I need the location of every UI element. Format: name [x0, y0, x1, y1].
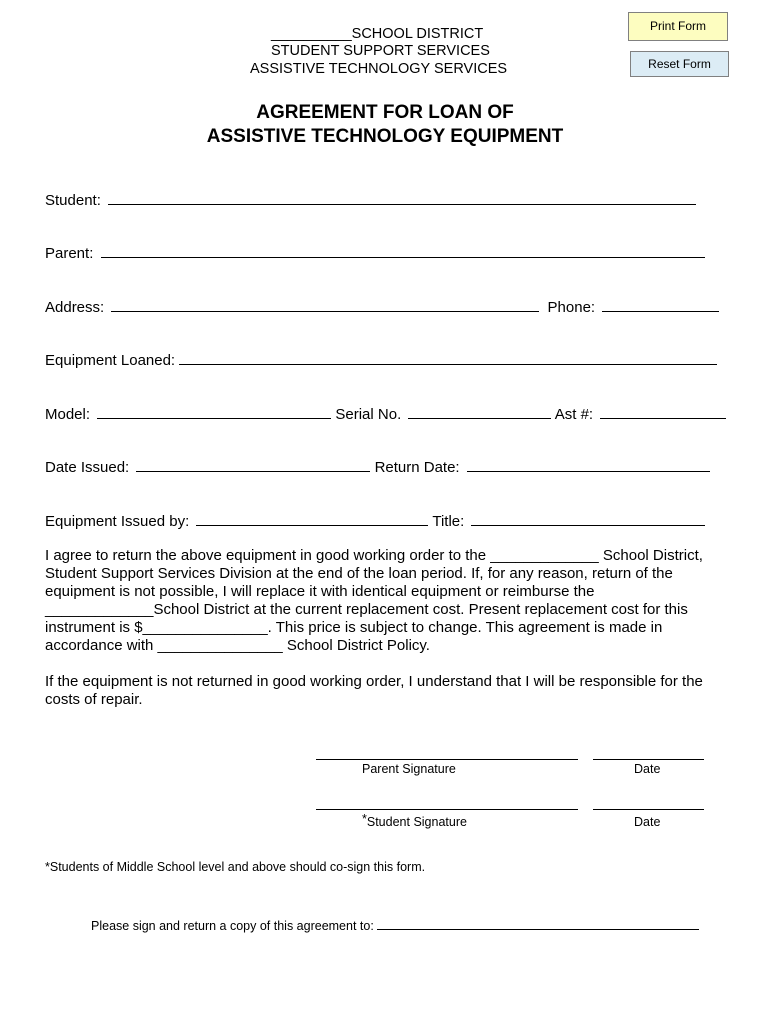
serial-field[interactable] [408, 404, 551, 419]
address-field[interactable] [111, 297, 539, 312]
equipment-field[interactable] [179, 350, 717, 365]
model-label: Model: [45, 406, 91, 423]
repair-line: costs of repair. [45, 691, 143, 708]
header-student-support: STUDENT SUPPORT SERVICES [271, 43, 490, 59]
phone-field[interactable] [602, 297, 719, 312]
print-form-button[interactable]: Print Form [628, 12, 728, 41]
reset-form-button[interactable]: Reset Form [630, 51, 729, 77]
equipment-label: Equipment Loaned: [45, 352, 176, 369]
model-field[interactable] [97, 404, 331, 419]
dates-row [45, 457, 710, 478]
title-label: Title: [432, 513, 465, 530]
student-label: Student: [45, 192, 101, 209]
parent-signature-line[interactable] [316, 759, 578, 760]
agreement-line: Student Support Services Division at the end of the loan period. If, for any reason, return of the [45, 565, 673, 582]
ast-field[interactable] [600, 404, 726, 419]
date-issued-label: Date Issued: [45, 459, 130, 476]
student-signature-text: Student Signature [366, 815, 467, 829]
student-date-line[interactable] [593, 809, 704, 810]
student-row [45, 190, 696, 211]
agreement-line: _____________School District at the current replacement cost. Present replacement cost for this [45, 601, 688, 618]
serial-label: Serial No. [335, 406, 402, 423]
return-address-field[interactable] [377, 918, 699, 930]
footnote: *Students of Middle School level and above should co-sign this form. [45, 860, 426, 874]
header-district: __________SCHOOL DISTRICT [271, 26, 484, 42]
title-field[interactable] [471, 511, 705, 526]
form-title-line1: AGREEMENT FOR LOAN OF [256, 102, 514, 123]
date-issued-field[interactable] [136, 457, 370, 472]
parent-field[interactable] [101, 243, 705, 258]
agreement-line: I agree to return the above equipment in good working order to the _____________ School District, [45, 547, 703, 564]
model-row [45, 404, 726, 425]
repair-paragraph [45, 673, 703, 709]
address-row [45, 297, 719, 318]
parent-label: Parent: [45, 245, 94, 262]
parent-signature-label: Parent Signature [362, 762, 456, 776]
parent-date-line[interactable] [593, 759, 704, 760]
return-date-label: Return Date: [374, 459, 460, 476]
parent-date-label: Date [634, 762, 661, 776]
ast-label: Ast #: [554, 406, 594, 423]
agreement-line: accordance with _______________ School District Policy. [45, 637, 430, 654]
student-signature-line[interactable] [316, 809, 578, 810]
issued-by-field[interactable] [196, 511, 428, 526]
agreement-line: instrument is $_______________. This price is subject to change. This agreement is made in [45, 619, 663, 636]
parent-row [45, 243, 705, 264]
form-title-line2: ASSISTIVE TECHNOLOGY EQUIPMENT [206, 126, 564, 147]
return-date-field[interactable] [467, 457, 710, 472]
agreement-line: equipment is not possible, I will replace it with identical equipment or reimburse the [45, 583, 595, 600]
address-label: Address: [45, 299, 105, 316]
return-label: Please sign and return a copy of this agreement to: [91, 919, 378, 933]
agreement-paragraph [45, 547, 703, 655]
student-field[interactable] [108, 190, 696, 205]
phone-label: Phone: [547, 299, 596, 316]
student-date-label: Date [634, 815, 661, 829]
header-assistive-tech: ASSISTIVE TECHNOLOGY SERVICES [250, 61, 508, 77]
return-row [91, 918, 699, 934]
student-signature-label [362, 814, 467, 830]
issued-by-label: Equipment Issued by: [45, 513, 190, 530]
asterisk-mark: * [362, 812, 367, 826]
equipment-row [45, 350, 717, 371]
repair-line: If the equipment is not returned in good working order, I understand that I will be responsible for the [45, 673, 703, 690]
issued-by-row [45, 511, 705, 532]
